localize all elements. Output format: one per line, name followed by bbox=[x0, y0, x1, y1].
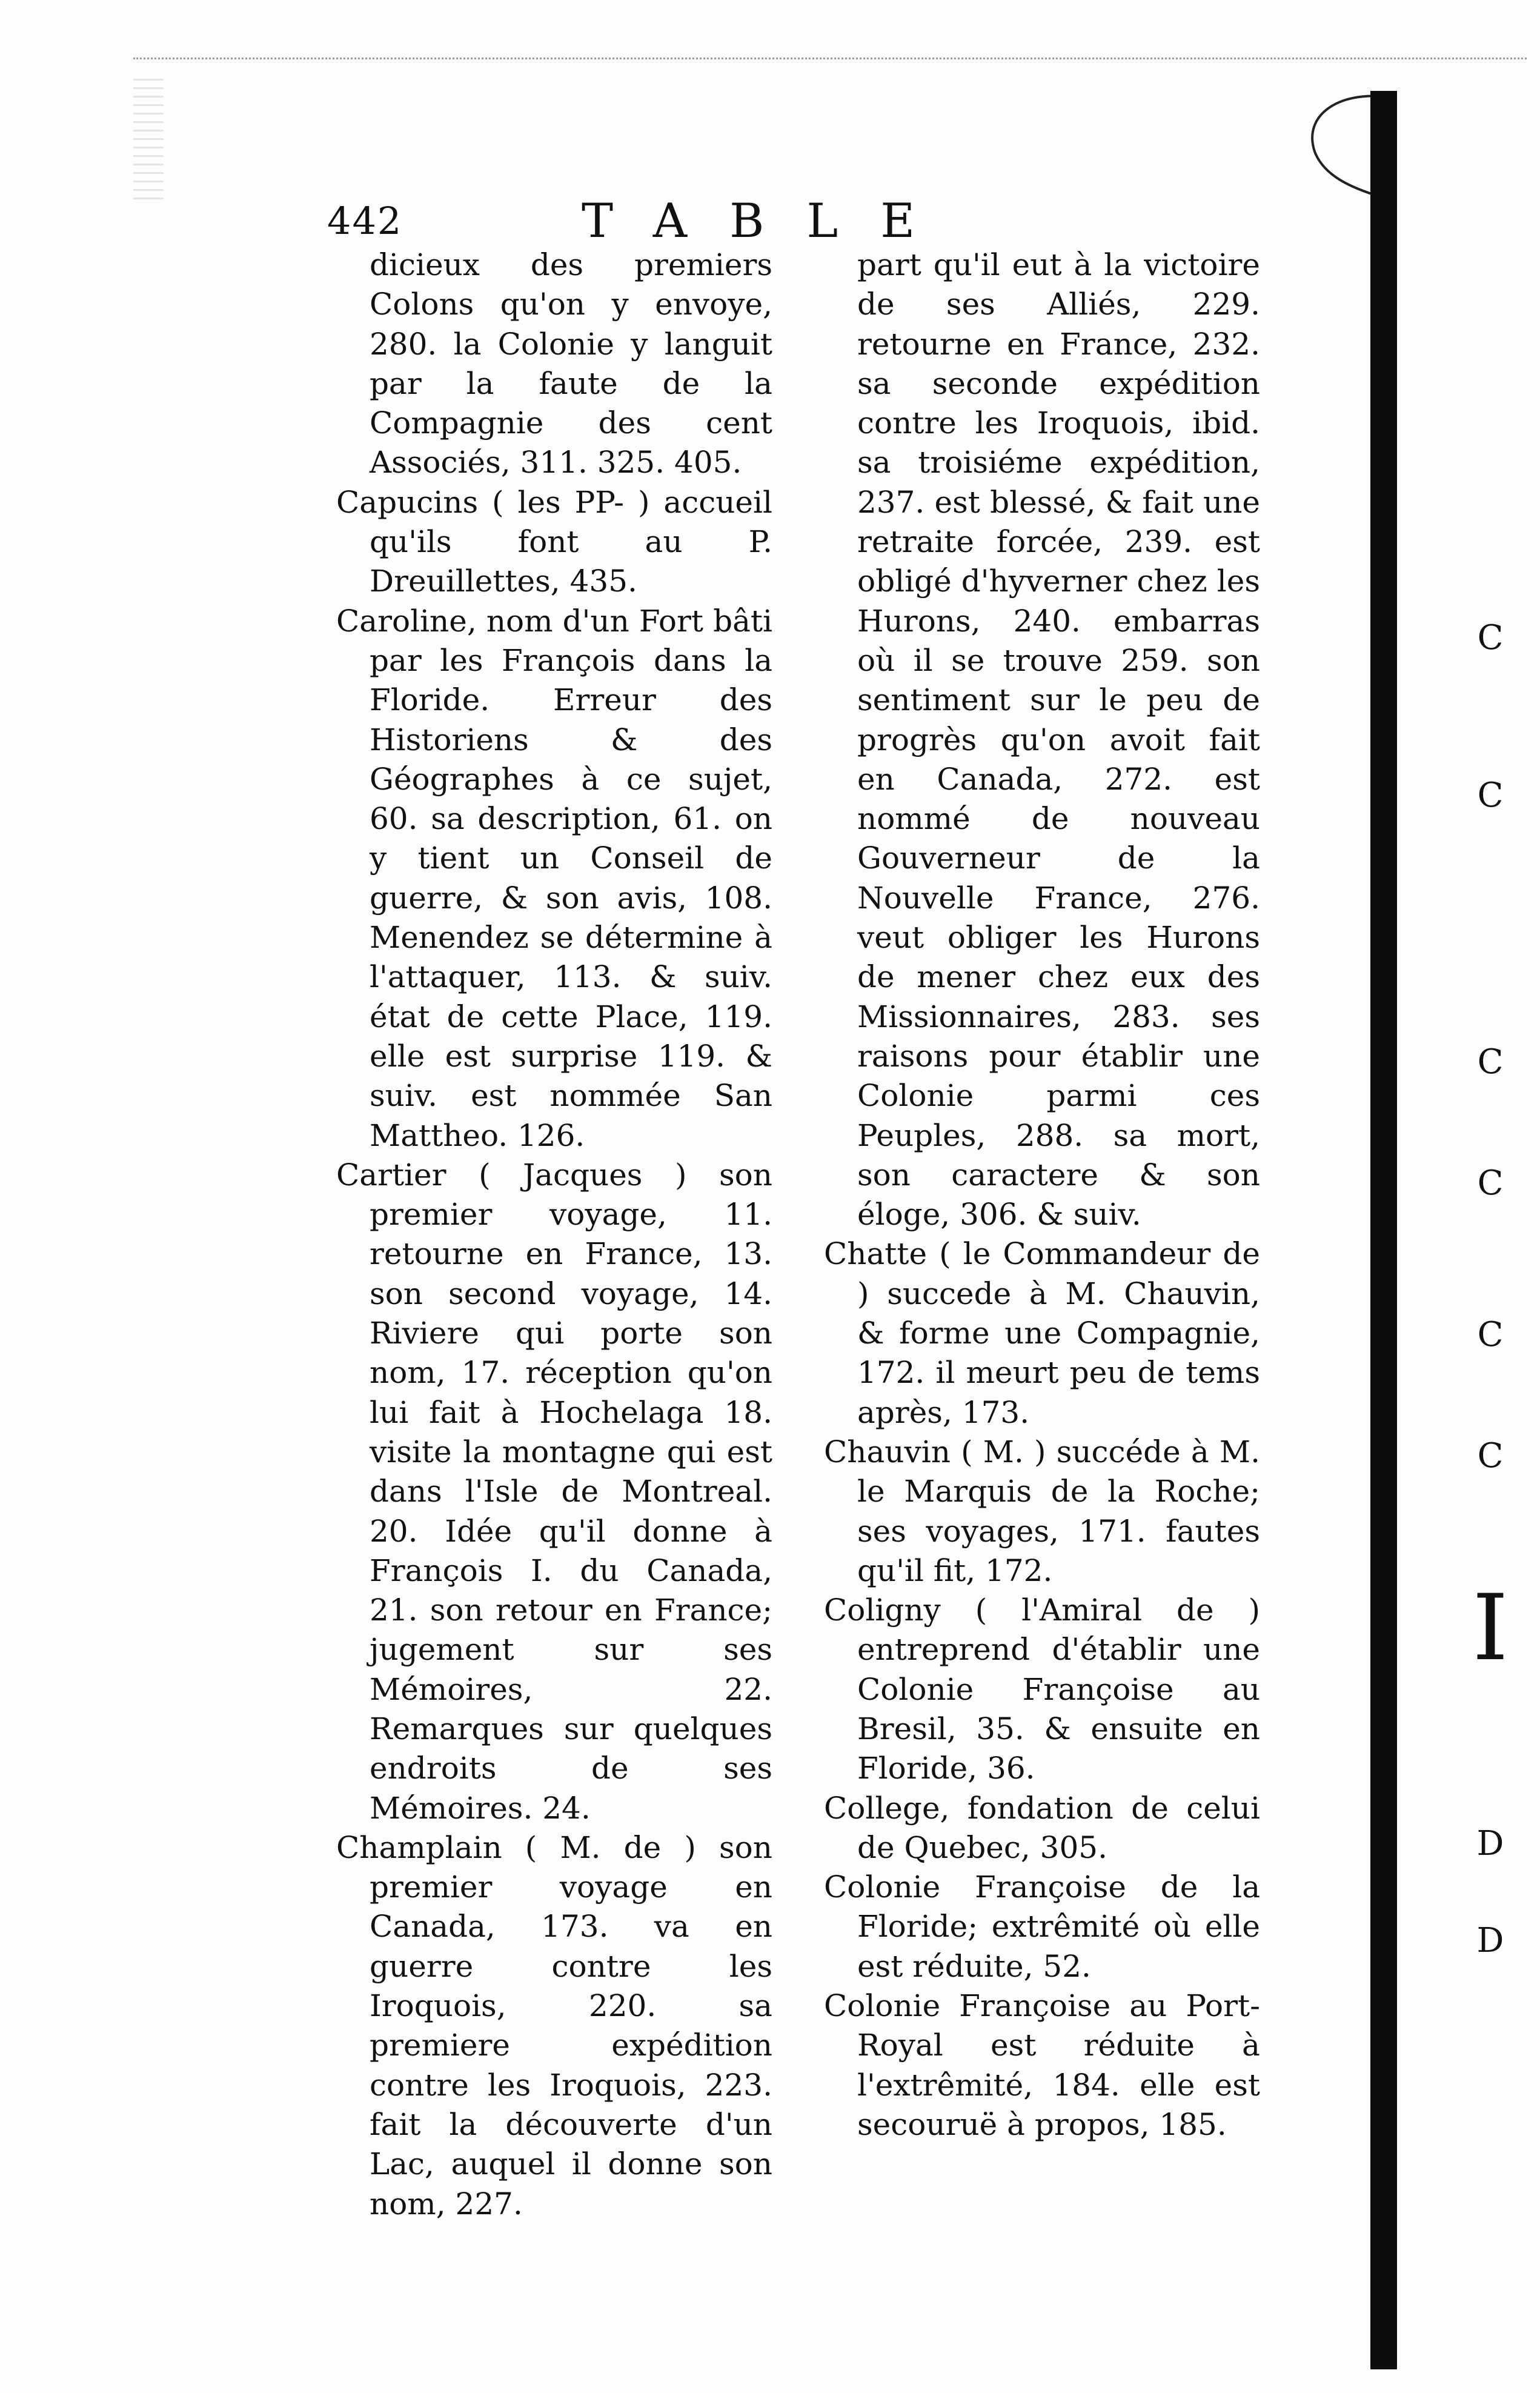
page-speckle bbox=[133, 79, 164, 200]
index-entry: Chauvin ( M. ) succéde à M. le Marquis de la Roche; ses voyages, 171. fautes qu'il fit, 172. bbox=[824, 1434, 1260, 1588]
index-entry: Colonie Françoise de la Floride; extrêmité où elle est réduite, 52. bbox=[824, 1869, 1260, 1984]
index-entry: Chatte ( le Commandeur de ) succede à M. Chauvin, & forme une Compagnie, 172. il meurt peu de tems après, 173. bbox=[824, 1236, 1260, 1430]
facing-page-letter: D bbox=[1476, 1824, 1504, 1863]
index-entry: Cartier ( Jacques ) son premier voyage, 11. retourne en France, 13. son second voyage, 14. Riviere qui porte son nom, 17. réception qu'on lui fait à Hochelaga 18. visite la montagne qui est dans l'Isle de Montreal. 20. Idée qu'il donne à François I. du Canada, 21. son retour en France; jugement sur ses Mémoires, 22. Remarques sur quelques endroits de ses Mémoires. 24. bbox=[336, 1157, 772, 1826]
page-number: 442 bbox=[327, 199, 403, 243]
facing-page-letter: C bbox=[1477, 776, 1504, 815]
facing-page-margin bbox=[1442, 0, 1539, 2393]
facing-page-letter: I bbox=[1472, 1576, 1508, 1681]
facing-page-letter: C bbox=[1477, 1436, 1504, 1476]
index-entry: Coligny ( l'Amiral de ) entreprend d'établir une Colonie Françoise au Bresil, 35. & ensuite en Floride, 36. bbox=[824, 1593, 1260, 1786]
facing-page-letter: C bbox=[1477, 1042, 1504, 1082]
index-entry: Champlain ( M. de ) son premier voyage en Canada, 173. va en guerre contre les Iroquois, 220. sa premiere expédition contre les Iroquois, 223. fait la découverte d'un Lac, auquel il donne son nom, 227. bbox=[336, 1829, 772, 2222]
index-column-left bbox=[336, 245, 772, 2224]
binding-gutter bbox=[1370, 91, 1397, 2369]
facing-page-letter: C bbox=[1477, 1163, 1504, 1203]
index-column-right bbox=[824, 245, 1260, 2145]
index-entry: Colonie Françoise au Port-Royal est réduite à l'extrêmité, 184. elle est secouruë à propos, 185. bbox=[824, 1988, 1260, 2142]
running-title: TABLE bbox=[582, 194, 958, 248]
index-entry: Caroline, nom d'un Fort bâti par les François dans la Floride. Erreur des Historiens & des Géographes à ce sujet, 60. sa description, 61. on y tient un Conseil de guerre, & son avis, 108. Menendez se détermine à l'attaquer, 113. & suiv. état de cette Place, 119. elle est surprise 119. & suiv. est nommée San Mattheo. 126. bbox=[336, 603, 772, 1153]
index-entry: Capucins ( les PP- ) accueil qu'ils font au P. Dreuillettes, 435. bbox=[336, 484, 772, 599]
facing-page-letter: D bbox=[1476, 1921, 1504, 1960]
facing-page-letter: C bbox=[1477, 618, 1504, 657]
page-top-edge bbox=[133, 58, 1527, 84]
facing-page-letter: C bbox=[1477, 1315, 1504, 1354]
index-entry: College, fondation de celui de Quebec, 305. bbox=[824, 1790, 1260, 1865]
index-entry: part qu'il eut à la victoire de ses Alliés, 229. retourne en France, 232. sa seconde expédition contre les Iroquois, ibid. sa troisiéme expédition, 237. est blessé, & fait une retraite forcée, 239. est obligé d'hyverner chez les Hurons, 240. embarras où il se trouve 259. son sentiment sur le peu de progrès qu'on avoit fait en Canada, 272. est nommé de nouveau Gouverneur de la Nouvelle France, 276. veut obliger les Hurons de mener chez eux des Missionnaires, 283. ses raisons pour établir une Colonie parmi ces Peuples, 288. sa mort, son caractere & son éloge, 306. & suiv. bbox=[857, 247, 1260, 1233]
index-entry: dicieux des premiers Colons qu'on y envoye, 280. la Colonie y languit par la faute de la Compagnie des cent Associés, 311. 325. 405. bbox=[370, 247, 772, 481]
